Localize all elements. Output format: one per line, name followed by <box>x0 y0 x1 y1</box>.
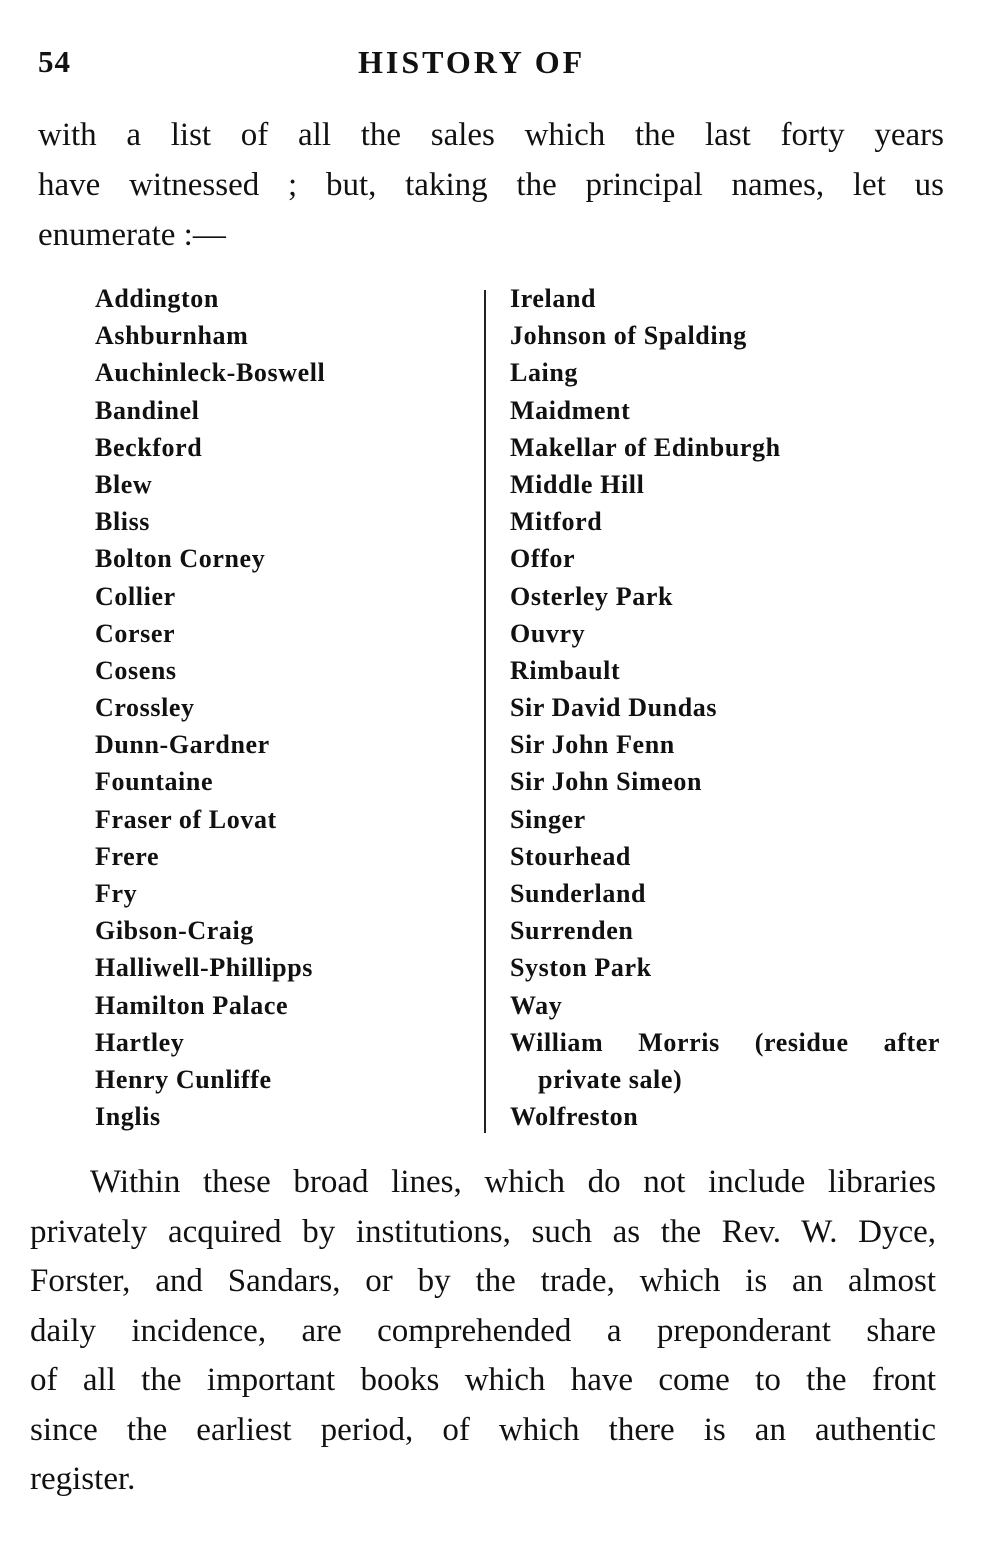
names-left-column <box>95 280 465 1135</box>
closing-line: Forster, and Sandars, or by the trade, which is an almost <box>30 1263 936 1299</box>
list-item: Syston Park <box>510 953 652 983</box>
list-item: Bandinel <box>95 395 200 425</box>
list-item: Singer <box>510 804 586 834</box>
list-item: Offor <box>510 544 576 574</box>
list-item: Ireland <box>510 284 597 313</box>
intro-line: have witnessed ; but, taking the principal names, let us <box>38 167 944 203</box>
list-item: Bliss <box>95 507 151 537</box>
list-item: Wolfreston <box>510 1102 639 1132</box>
list-item: Halliwell-Phillipps <box>95 953 313 983</box>
list-item: Beckford <box>95 432 203 462</box>
list-item <box>510 1024 940 1098</box>
list-item: Sir John Fenn <box>510 730 675 760</box>
list-item: Sunderland <box>510 879 647 908</box>
closing-line: register. <box>30 1461 136 1497</box>
list-item: Addington <box>95 284 219 313</box>
closing-paragraph <box>30 1158 936 1505</box>
list-item: Fry <box>95 879 138 908</box>
list-item: Hartley <box>95 1027 185 1057</box>
list-item: Blew <box>95 469 153 499</box>
list-item: Frere <box>95 841 160 871</box>
list-item: Sir John Simeon <box>510 767 703 797</box>
list-item: Ouvry <box>510 618 586 648</box>
closing-line: of all the important books which have come to the front <box>30 1362 936 1398</box>
list-item: Bolton Corney <box>95 544 266 574</box>
column-divider <box>484 290 486 1133</box>
list-item: Rimbault <box>510 655 621 685</box>
list-item: Henry Cunliffe <box>95 1064 272 1094</box>
list-item: Fraser of Lovat <box>95 804 277 834</box>
list-item: Johnson of Spalding <box>510 321 747 351</box>
intro-line: with a list of all the sales which the last forty years <box>38 117 944 153</box>
intro-paragraph <box>38 110 944 260</box>
running-head <box>38 44 940 88</box>
list-item: Osterley Park <box>510 581 674 611</box>
list-item: Crossley <box>95 693 195 723</box>
list-item: Middle Hill <box>510 469 645 499</box>
names-right-column <box>510 280 940 1135</box>
list-item: Ashburnham <box>95 321 249 351</box>
closing-line: Within these broad lines, which do not include libraries <box>90 1164 936 1200</box>
list-item: Sir David Dundas <box>510 693 718 723</box>
list-item: Way <box>510 990 563 1020</box>
list-item: Maidment <box>510 395 631 425</box>
list-item: Gibson-Craig <box>95 916 254 946</box>
running-title: HISTORY OF <box>358 44 586 80</box>
intro-line: enumerate :— <box>38 217 226 253</box>
closing-line: daily incidence, are comprehended a preponderant share <box>30 1312 936 1349</box>
list-item: Stourhead <box>510 841 631 871</box>
list-item: Makellar of Edinburgh <box>510 432 781 462</box>
list-item: Laing <box>510 358 579 388</box>
library-sales-list <box>0 280 1000 1140</box>
closing-line: since the earliest period, of which there is an authentic <box>30 1411 936 1448</box>
list-item: Surrenden <box>510 916 634 946</box>
list-item: Dunn-Gardner <box>95 730 270 760</box>
list-item-continuation: private sale) <box>538 1064 683 1094</box>
closing-line: privately acquired by institutions, such as the Rev. W. Dyce, <box>30 1213 936 1250</box>
list-item: Fountaine <box>95 767 214 797</box>
list-item-first-line: William Morris (residue after <box>510 1027 940 1057</box>
list-item: Collier <box>95 581 176 611</box>
page-number: 54 <box>38 44 71 79</box>
list-item: Corser <box>95 618 176 648</box>
list-item: Auchinleck-Boswell <box>95 358 326 388</box>
list-item: Cosens <box>95 655 177 685</box>
list-item: Inglis <box>95 1102 161 1132</box>
list-item: Hamilton Palace <box>95 990 289 1020</box>
list-item: Mitford <box>510 507 603 537</box>
